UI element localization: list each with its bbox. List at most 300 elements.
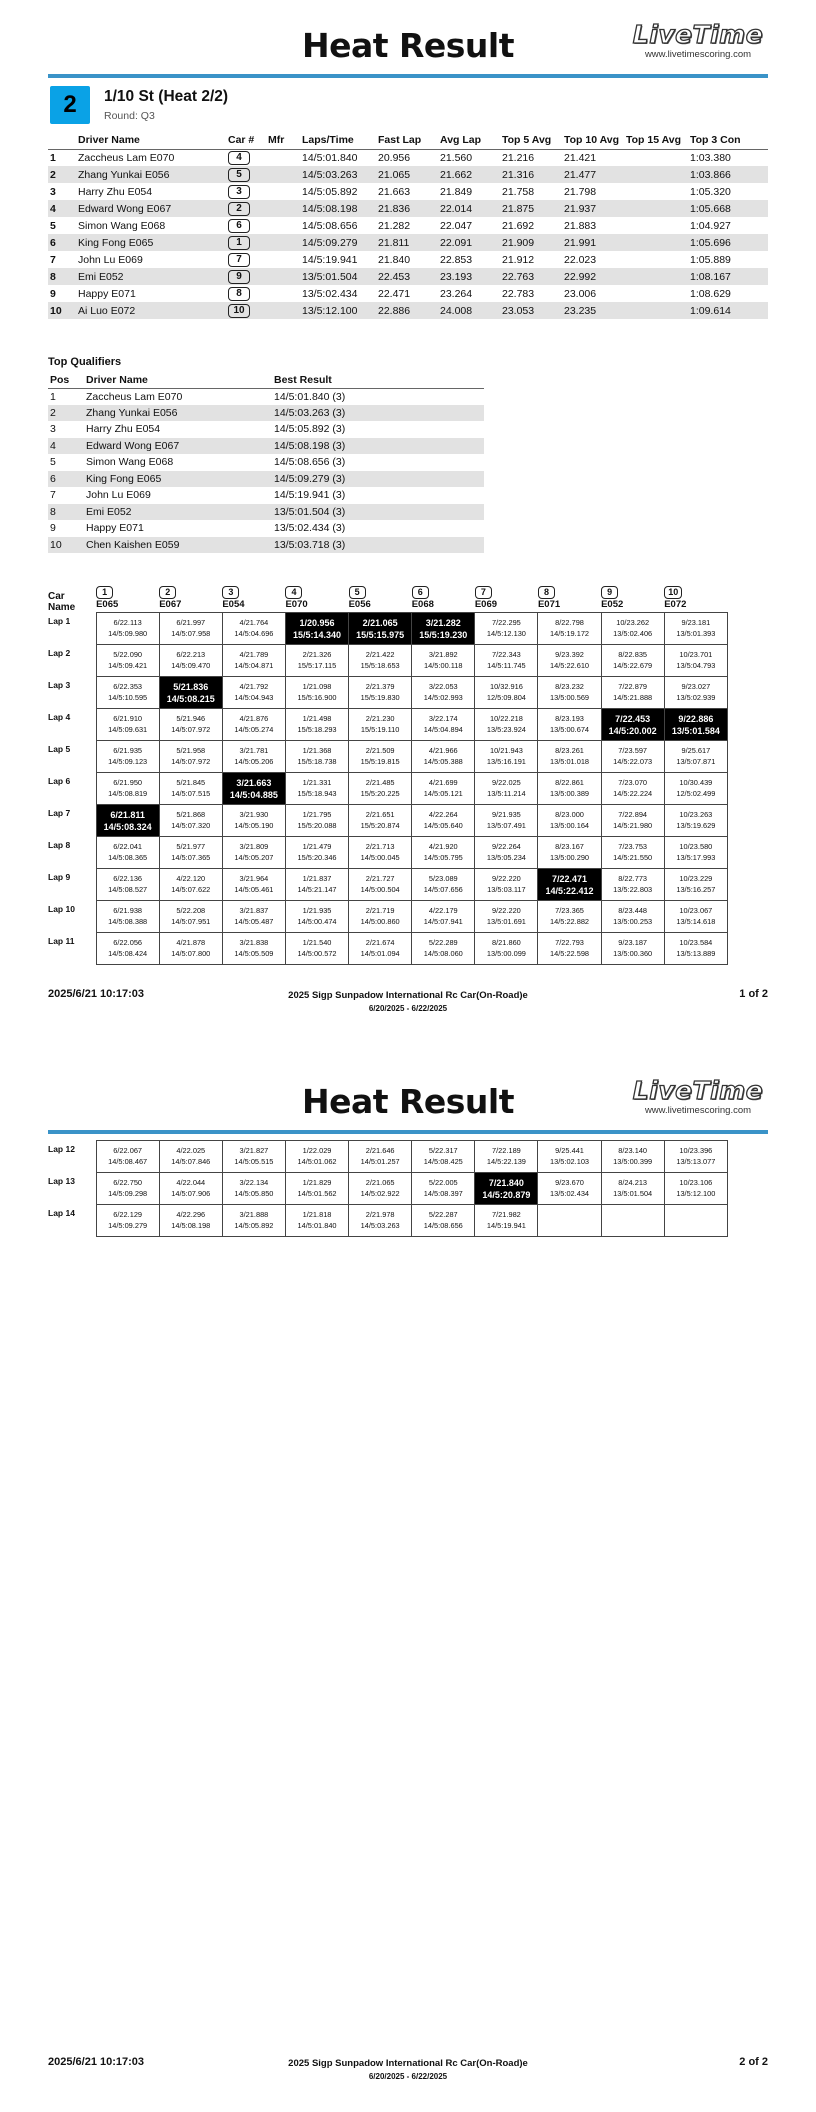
- avg-lap-cell: 21.849: [440, 185, 473, 198]
- avg-lap-cell: 21.560: [440, 151, 473, 164]
- lap-pos-time: 2/21.727: [365, 874, 395, 883]
- fast-lap-cell: 20.956: [378, 151, 411, 164]
- lap-pos-time: 3/22.053: [428, 682, 458, 691]
- table-row: [48, 388, 484, 405]
- lap-cell: [664, 741, 727, 773]
- table-row: [48, 438, 484, 455]
- lap-total: 13/5:01.504: [613, 1188, 653, 1198]
- lap-cell-empty: [538, 1205, 601, 1237]
- top-qualifiers-table: [48, 372, 484, 553]
- lap-total: 13/5:00.099: [486, 948, 526, 958]
- lap-pos-time: 8/23.167: [555, 842, 584, 851]
- table-row: [48, 217, 768, 234]
- lap-pos-time: 6/22.113: [113, 618, 142, 627]
- lap-cell: [475, 613, 538, 645]
- car-cell: [226, 149, 266, 166]
- pos-cell: 5: [50, 219, 56, 232]
- car-number-badge: 8: [538, 586, 555, 599]
- lap-total: 13/5:00.360: [613, 948, 653, 958]
- lap-total: 14/5:08.198: [171, 1220, 211, 1230]
- lap-row: [48, 1205, 728, 1237]
- car-number-badge: 7: [228, 253, 250, 267]
- lap-total: 14/5:08.215: [166, 693, 215, 704]
- event-name: 2025 Sigp Sunpadow International Rc Car(On-Road)e: [288, 2058, 528, 2069]
- top10-cell: 21.883: [564, 219, 597, 232]
- mfr-cell: [266, 268, 300, 285]
- lap-pos-time: 8/22.773: [618, 874, 648, 883]
- lap-total: 14/5:07.941: [423, 916, 463, 926]
- lap-total: 14/5:07.951: [171, 916, 211, 926]
- logo-url: www.livetimescoring.com: [644, 49, 752, 60]
- lap-pos-time: 9/21.935: [492, 810, 521, 819]
- lap-row: [48, 741, 728, 773]
- lap-cell: [285, 869, 348, 901]
- lap-pos-time: 2/21.713: [365, 842, 395, 851]
- lap-pos-time: 6/22.056: [113, 938, 143, 947]
- lap-total: 14/5:21.147: [297, 884, 337, 894]
- lap-cell: [285, 933, 348, 965]
- lap-cell: [538, 805, 601, 837]
- lap-total: 13/5:14.618: [676, 916, 716, 926]
- lap-row: [48, 773, 728, 805]
- lap-cell: [412, 1141, 475, 1173]
- lap-cell: [412, 805, 475, 837]
- lap-total: 14/5:22.610: [550, 660, 590, 670]
- lap-pos-time: 4/22.179: [428, 906, 458, 915]
- mfr-cell: [266, 285, 300, 302]
- lap-pos-time: 7/22.295: [492, 618, 521, 627]
- lap-row: [48, 1173, 728, 1205]
- col-top5: Top 5 Avg: [500, 131, 562, 149]
- driver-cell: Ai Luo E072: [76, 302, 226, 319]
- lap-pos-time: 3/21.964: [239, 874, 269, 883]
- lap-cell: [475, 741, 538, 773]
- lap-total: 15/5:15.975: [356, 629, 405, 640]
- lap-total: 14/5:09.421: [108, 660, 148, 670]
- lap-total: 14/5:05.795: [423, 852, 463, 862]
- lap-cell: [96, 613, 159, 645]
- lap-total: 13/5:01.584: [671, 725, 720, 736]
- car-number-badge: 2: [159, 586, 176, 599]
- lap-label: Lap 14: [48, 1207, 75, 1218]
- lap-total: 14/5:08.819: [108, 788, 148, 798]
- driver-cell: John Lu E069: [78, 253, 143, 266]
- top3con-cell: 1:05.889: [690, 253, 731, 266]
- lap-total: 13/5:23.924: [486, 724, 526, 734]
- lap-cell: [222, 901, 285, 933]
- lap-cell: [475, 901, 538, 933]
- lap-cell-best: [222, 773, 285, 805]
- lap-cell: [664, 773, 727, 805]
- lap-total: 14/5:12.130: [486, 628, 526, 638]
- lap-chart-car-header: [96, 586, 159, 613]
- lap-label: Lap 7: [48, 807, 71, 818]
- laps-time-cell: 13/5:01.504: [300, 268, 376, 285]
- fast-lap-cell: 21.663: [378, 185, 411, 198]
- lap-pos-time: 4/22.120: [176, 874, 206, 883]
- lap-cell: [96, 837, 159, 869]
- lap-pos-time: 6/22.067: [113, 1146, 143, 1155]
- lap-cell: [412, 741, 475, 773]
- lap-chart-car-header: [601, 586, 664, 613]
- lap-cell: [96, 773, 159, 805]
- lap-chart-car-header: [349, 586, 412, 613]
- lap-total: 14/5:07.515: [171, 788, 211, 798]
- lap-cell: [475, 837, 538, 869]
- lap-pos-time: 1/21.837: [302, 874, 332, 883]
- driver-cell: King Fong E065: [76, 234, 226, 251]
- lap-cell: [159, 773, 222, 805]
- top5-cell: 21.692: [502, 219, 535, 232]
- lap-label: Lap 8: [48, 839, 71, 850]
- lap-pos-time: 5/21.958: [176, 746, 206, 755]
- lap-pos-time: 4/21.764: [239, 618, 269, 627]
- table-row: [48, 251, 768, 268]
- lap-pos-time: 3/21.663: [236, 777, 272, 788]
- laps-time-cell: 14/5:03.263: [300, 166, 376, 183]
- lap-total: 14/5:07.846: [171, 1156, 211, 1166]
- lap-total: 14/5:00.504: [360, 884, 400, 894]
- driver-cell: Harry Zhu E054: [78, 185, 153, 198]
- lap-pos-time: 4/22.025: [176, 1146, 206, 1155]
- lap-chart-car-header: [412, 586, 475, 613]
- lap-cell: [96, 1173, 159, 1205]
- top3con-cell: 1:03.380: [690, 151, 731, 164]
- lap-cell: [412, 1173, 475, 1205]
- lap-total: 14/5:22.679: [613, 660, 653, 670]
- lap-total: 13/5:13.889: [676, 948, 716, 958]
- lap-total: 14/5:07.656: [423, 884, 463, 894]
- lap-total: 14/5:05.515: [234, 1156, 274, 1166]
- top10-cell: 22.992: [562, 268, 624, 285]
- qual-pos-cell: 7: [50, 489, 56, 502]
- pos-cell: 6: [48, 234, 76, 251]
- lap-total: 14/5:19.941: [486, 1220, 526, 1230]
- lap-cell: [412, 901, 475, 933]
- top15-cell: [624, 302, 688, 319]
- lap-cell: [601, 837, 664, 869]
- car-name: E067: [159, 599, 182, 610]
- fast-lap-cell: 22.453: [376, 268, 438, 285]
- lap-cell: [96, 933, 159, 965]
- lap-cell: [285, 709, 348, 741]
- qual-best-cell: 13/5:01.504 (3): [272, 504, 484, 521]
- lap-pos-time: 5/22.289: [428, 938, 458, 947]
- lap-cell: [475, 645, 538, 677]
- qual-best-cell: 13/5:03.718 (3): [272, 537, 484, 554]
- lap-cell: [538, 933, 601, 965]
- lap-pos-time: 1/21.818: [302, 1210, 332, 1219]
- lap-total: 14/5:02.993: [423, 692, 463, 702]
- lap-pos-time: 7/22.343: [492, 650, 521, 659]
- qcol-pos: Pos: [48, 372, 84, 388]
- lap-pos-time: 5/22.090: [113, 650, 143, 659]
- lap-pos-time: 4/21.966: [428, 746, 458, 755]
- lap-pos-time: 3/22.174: [428, 714, 458, 723]
- lap-total: 14/5:07.972: [171, 724, 211, 734]
- car-number-badge: 5: [228, 168, 250, 182]
- lap-cell: [159, 901, 222, 933]
- top3con-cell: 1:04.927: [690, 219, 731, 232]
- car-name: E054: [222, 599, 245, 610]
- car-number-badge: 6: [412, 586, 429, 599]
- lap-total: 15/5:18.943: [297, 788, 337, 798]
- qual-pos-cell: 4: [48, 438, 84, 455]
- lap-cell: [349, 1173, 412, 1205]
- lap-total: 14/5:08.397: [423, 1188, 463, 1198]
- table-row: [48, 200, 768, 217]
- pos-cell: 8: [48, 268, 76, 285]
- lap-total: 14/5:09.470: [171, 660, 211, 670]
- lap-cell: [349, 837, 412, 869]
- pos-cell: 2: [48, 166, 76, 183]
- table-row: [48, 268, 768, 285]
- col-laps-time: Laps/Time: [300, 131, 376, 149]
- lap-cell: [96, 677, 159, 709]
- lap-label: Lap 1: [48, 615, 71, 626]
- lap-pos-time: 5/21.946: [176, 714, 206, 723]
- lap-cell: [538, 677, 601, 709]
- car-cell: [226, 217, 266, 234]
- table-row: [48, 471, 484, 488]
- laps-time-cell: 14/5:05.892: [302, 185, 358, 198]
- table-row: [48, 234, 768, 251]
- lap-cell: [96, 645, 159, 677]
- lap-total: 13/5:19.629: [676, 820, 716, 830]
- mfr-cell: [266, 217, 300, 234]
- lap-cell: [222, 933, 285, 965]
- lap-total: 15/5:17.115: [297, 660, 337, 670]
- pos-cell: 7: [50, 253, 56, 266]
- lap-total: 13/5:00.164: [550, 820, 590, 830]
- lap-pos-time: 9/22.220: [492, 874, 521, 883]
- qual-driver-cell: Happy E071: [86, 522, 144, 535]
- qual-best-cell: 14/5:05.892 (3): [274, 423, 346, 436]
- lap-cell: [222, 869, 285, 901]
- lap-chart-page-1: [48, 586, 728, 965]
- lap-total: 13/5:00.399: [613, 1156, 653, 1166]
- lap-total: 14/5:05.121: [423, 788, 463, 798]
- qual-driver-cell: Zaccheus Lam E070: [86, 390, 183, 403]
- lap-total: 14/5:05.509: [234, 948, 274, 958]
- lap-label: Lap 12: [48, 1143, 75, 1154]
- lap-label: Lap 9: [48, 871, 71, 882]
- lap-cell: [222, 1205, 285, 1237]
- lap-cell: [285, 1205, 348, 1237]
- lap-pos-time: 2/21.230: [365, 714, 395, 723]
- results-table: [48, 131, 768, 319]
- lap-total: 14/5:04.885: [229, 789, 278, 800]
- lap-pos-time: 6/21.811: [110, 809, 145, 820]
- lap-pos-time: 6/22.041: [113, 842, 143, 851]
- lap-pos-time: 2/21.978: [365, 1210, 395, 1219]
- lap-row: [48, 709, 728, 741]
- col-top10: Top 10 Avg: [562, 131, 624, 149]
- lap-total: 13/5:00.389: [550, 788, 590, 798]
- lap-pos-time: 10/23.262: [616, 618, 650, 627]
- lap-cell: [222, 837, 285, 869]
- top5-cell: 22.763: [500, 268, 562, 285]
- lap-total: 14/5:22.139: [486, 1156, 526, 1166]
- car-number-badge: 3: [222, 586, 239, 599]
- lap-pos-time: 1/21.829: [302, 1178, 332, 1187]
- lap-pos-time: 6/22.136: [113, 874, 143, 883]
- lap-total: 14/5:21.980: [613, 820, 653, 830]
- lap-cell: [664, 645, 727, 677]
- lap-total: 14/5:22.412: [545, 885, 594, 896]
- lap-row: [48, 677, 728, 709]
- qual-driver-cell: Harry Zhu E054: [86, 423, 161, 436]
- car-cell: [226, 268, 266, 285]
- top15-cell: [624, 149, 688, 166]
- lap-pos-time: 8/23.232: [555, 682, 584, 691]
- lap-total: 15/5:19.230: [419, 629, 468, 640]
- lap-total: 14/5:09.631: [108, 724, 148, 734]
- mfr-cell: [266, 234, 300, 251]
- lap-total: 14/5:22.073: [613, 756, 653, 766]
- lap-cell: [222, 1141, 285, 1173]
- lap-pos-time: 2/21.509: [365, 746, 395, 755]
- lap-chart-car-header: [222, 586, 285, 613]
- lap-total: 14/5:08.656: [423, 1220, 463, 1230]
- car-name: E065: [96, 599, 119, 610]
- lap-cell: [412, 773, 475, 805]
- qual-driver-cell: Emi E052: [84, 504, 272, 521]
- lap-total: 15/5:14.340: [293, 629, 342, 640]
- lap-total: 14/5:04.696: [234, 628, 274, 638]
- lap-pos-time: 6/22.129: [113, 1210, 143, 1219]
- lap-pos-time: 10/21.943: [489, 746, 523, 755]
- table-row: [48, 183, 768, 200]
- car-number-badge: 1: [96, 586, 113, 599]
- car-cell: [226, 183, 266, 200]
- fast-lap-cell: 21.840: [378, 253, 411, 266]
- lap-cell: [285, 645, 348, 677]
- lap-cell: [601, 645, 664, 677]
- lap-total: 14/5:21.550: [613, 852, 653, 862]
- car-name: E070: [285, 599, 308, 610]
- lap-pos-time: 8/22.861: [555, 778, 584, 787]
- lap-total: 14/5:02.922: [360, 1188, 400, 1198]
- lap-label: Lap 5: [48, 743, 71, 754]
- lap-cell: [96, 709, 159, 741]
- lap-cell: [349, 709, 412, 741]
- avg-lap-cell: 23.193: [438, 268, 500, 285]
- car-name: E068: [411, 599, 434, 610]
- qual-pos-cell: 6: [48, 471, 84, 488]
- lap-cell: [159, 837, 222, 869]
- lap-total: 15/5:20.346: [297, 852, 337, 862]
- lap-pos-time: 10/23.229: [679, 874, 713, 883]
- lap-cell: [222, 709, 285, 741]
- lap-total: 14/5:03.263: [360, 1220, 400, 1230]
- lap-pos-time: 6/21.935: [113, 746, 143, 755]
- laps-time-cell: 13/5:12.100: [300, 302, 376, 319]
- avg-lap-cell: 22.047: [440, 219, 473, 232]
- lap-total: 14/5:10.595: [108, 692, 148, 702]
- lap-pos-time: 10/23.584: [679, 938, 713, 947]
- laps-time-cell: 14/5:09.279: [300, 234, 376, 251]
- lap-cell: [538, 1141, 601, 1173]
- lap-chart-car-header: [285, 586, 348, 613]
- lap-pos-time: 3/21.838: [239, 938, 269, 947]
- lap-pos-time: 8/23.140: [618, 1146, 648, 1155]
- lap-cell: [285, 773, 348, 805]
- lap-cell: [96, 741, 159, 773]
- lap-total: 13/5:00.674: [550, 724, 590, 734]
- car-cell: [226, 234, 266, 251]
- lap-pos-time: 7/23.597: [618, 746, 648, 755]
- qual-pos-cell: 1: [50, 390, 56, 403]
- lap-cell-best: [664, 709, 727, 741]
- page-header: [48, 1076, 768, 1134]
- lap-pos-time: 2/21.485: [365, 778, 395, 787]
- lap-pos-time: 4/21.792: [239, 682, 269, 691]
- top10-cell: 23.006: [564, 287, 597, 300]
- header-rule: [48, 74, 768, 78]
- lap-pos-time: 7/23.365: [555, 906, 584, 915]
- lap-chart-car-header: [664, 586, 727, 613]
- car-number-badge: 9: [601, 586, 618, 599]
- avg-lap-cell: 22.014: [438, 200, 500, 217]
- top10-cell: 21.477: [562, 166, 624, 183]
- lap-total: 14/5:07.906: [171, 1188, 211, 1198]
- lap-total: 14/5:21.888: [613, 692, 653, 702]
- qual-driver-cell: Chen Kaishen E059: [84, 537, 272, 554]
- lap-pos-time: 7/22.189: [492, 1146, 521, 1155]
- lap-pos-time: 1/20.956: [299, 617, 335, 628]
- lap-total: 15/5:18.293: [297, 724, 337, 734]
- fast-lap-cell: 21.811: [376, 234, 438, 251]
- car-number-badge: 4: [228, 151, 250, 165]
- lap-pos-time: 7/22.453: [615, 713, 651, 724]
- lap-pos-time: 6/21.938: [113, 906, 143, 915]
- lap-pos-time: 7/21.840: [488, 1177, 524, 1188]
- top15-cell: [624, 268, 688, 285]
- lap-total: 14/5:07.972: [171, 756, 211, 766]
- lap-label: Lap 11: [48, 935, 75, 946]
- lap-pos-time: 10/32.916: [489, 682, 523, 691]
- car-number-badge: 2: [228, 202, 250, 216]
- livetime-logo: [628, 20, 768, 64]
- lap-pos-time: 8/23.448: [618, 906, 648, 915]
- lap-pos-time: 5/22.287: [428, 1210, 458, 1219]
- lap-pos-time: 1/22.029: [302, 1146, 332, 1155]
- lap-pos-time: 2/21.646: [365, 1146, 395, 1155]
- lap-total: 14/5:22.882: [550, 916, 590, 926]
- lap-cell: [664, 613, 727, 645]
- lap-total: 14/5:01.062: [297, 1156, 337, 1166]
- top5-cell: 23.053: [500, 302, 562, 319]
- qual-best-cell: 14/5:08.656 (3): [274, 456, 346, 469]
- car-number-badge: 10: [664, 586, 682, 599]
- lap-pos-time: 1/21.795: [302, 810, 332, 819]
- page-header: [48, 20, 768, 78]
- lap-cell-empty: [664, 1205, 727, 1237]
- qual-best-cell: 14/5:08.198 (3): [272, 438, 484, 455]
- lap-pos-time: 8/22.835: [618, 650, 648, 659]
- logo-wordmark: LiveTime: [632, 20, 764, 49]
- lap-pos-time: 9/22.886: [678, 713, 714, 724]
- car-number-badge: 9: [228, 270, 250, 284]
- qual-driver-cell: John Lu E069: [86, 489, 151, 502]
- laps-time-cell: 14/5:19.941: [302, 253, 358, 266]
- lap-total: 14/5:08.527: [108, 884, 148, 894]
- qual-best-cell: 14/5:03.263 (3): [272, 405, 484, 422]
- driver-cell: Happy E071: [78, 287, 136, 300]
- lap-row: [48, 837, 728, 869]
- lap-total: 13/5:04.793: [676, 660, 716, 670]
